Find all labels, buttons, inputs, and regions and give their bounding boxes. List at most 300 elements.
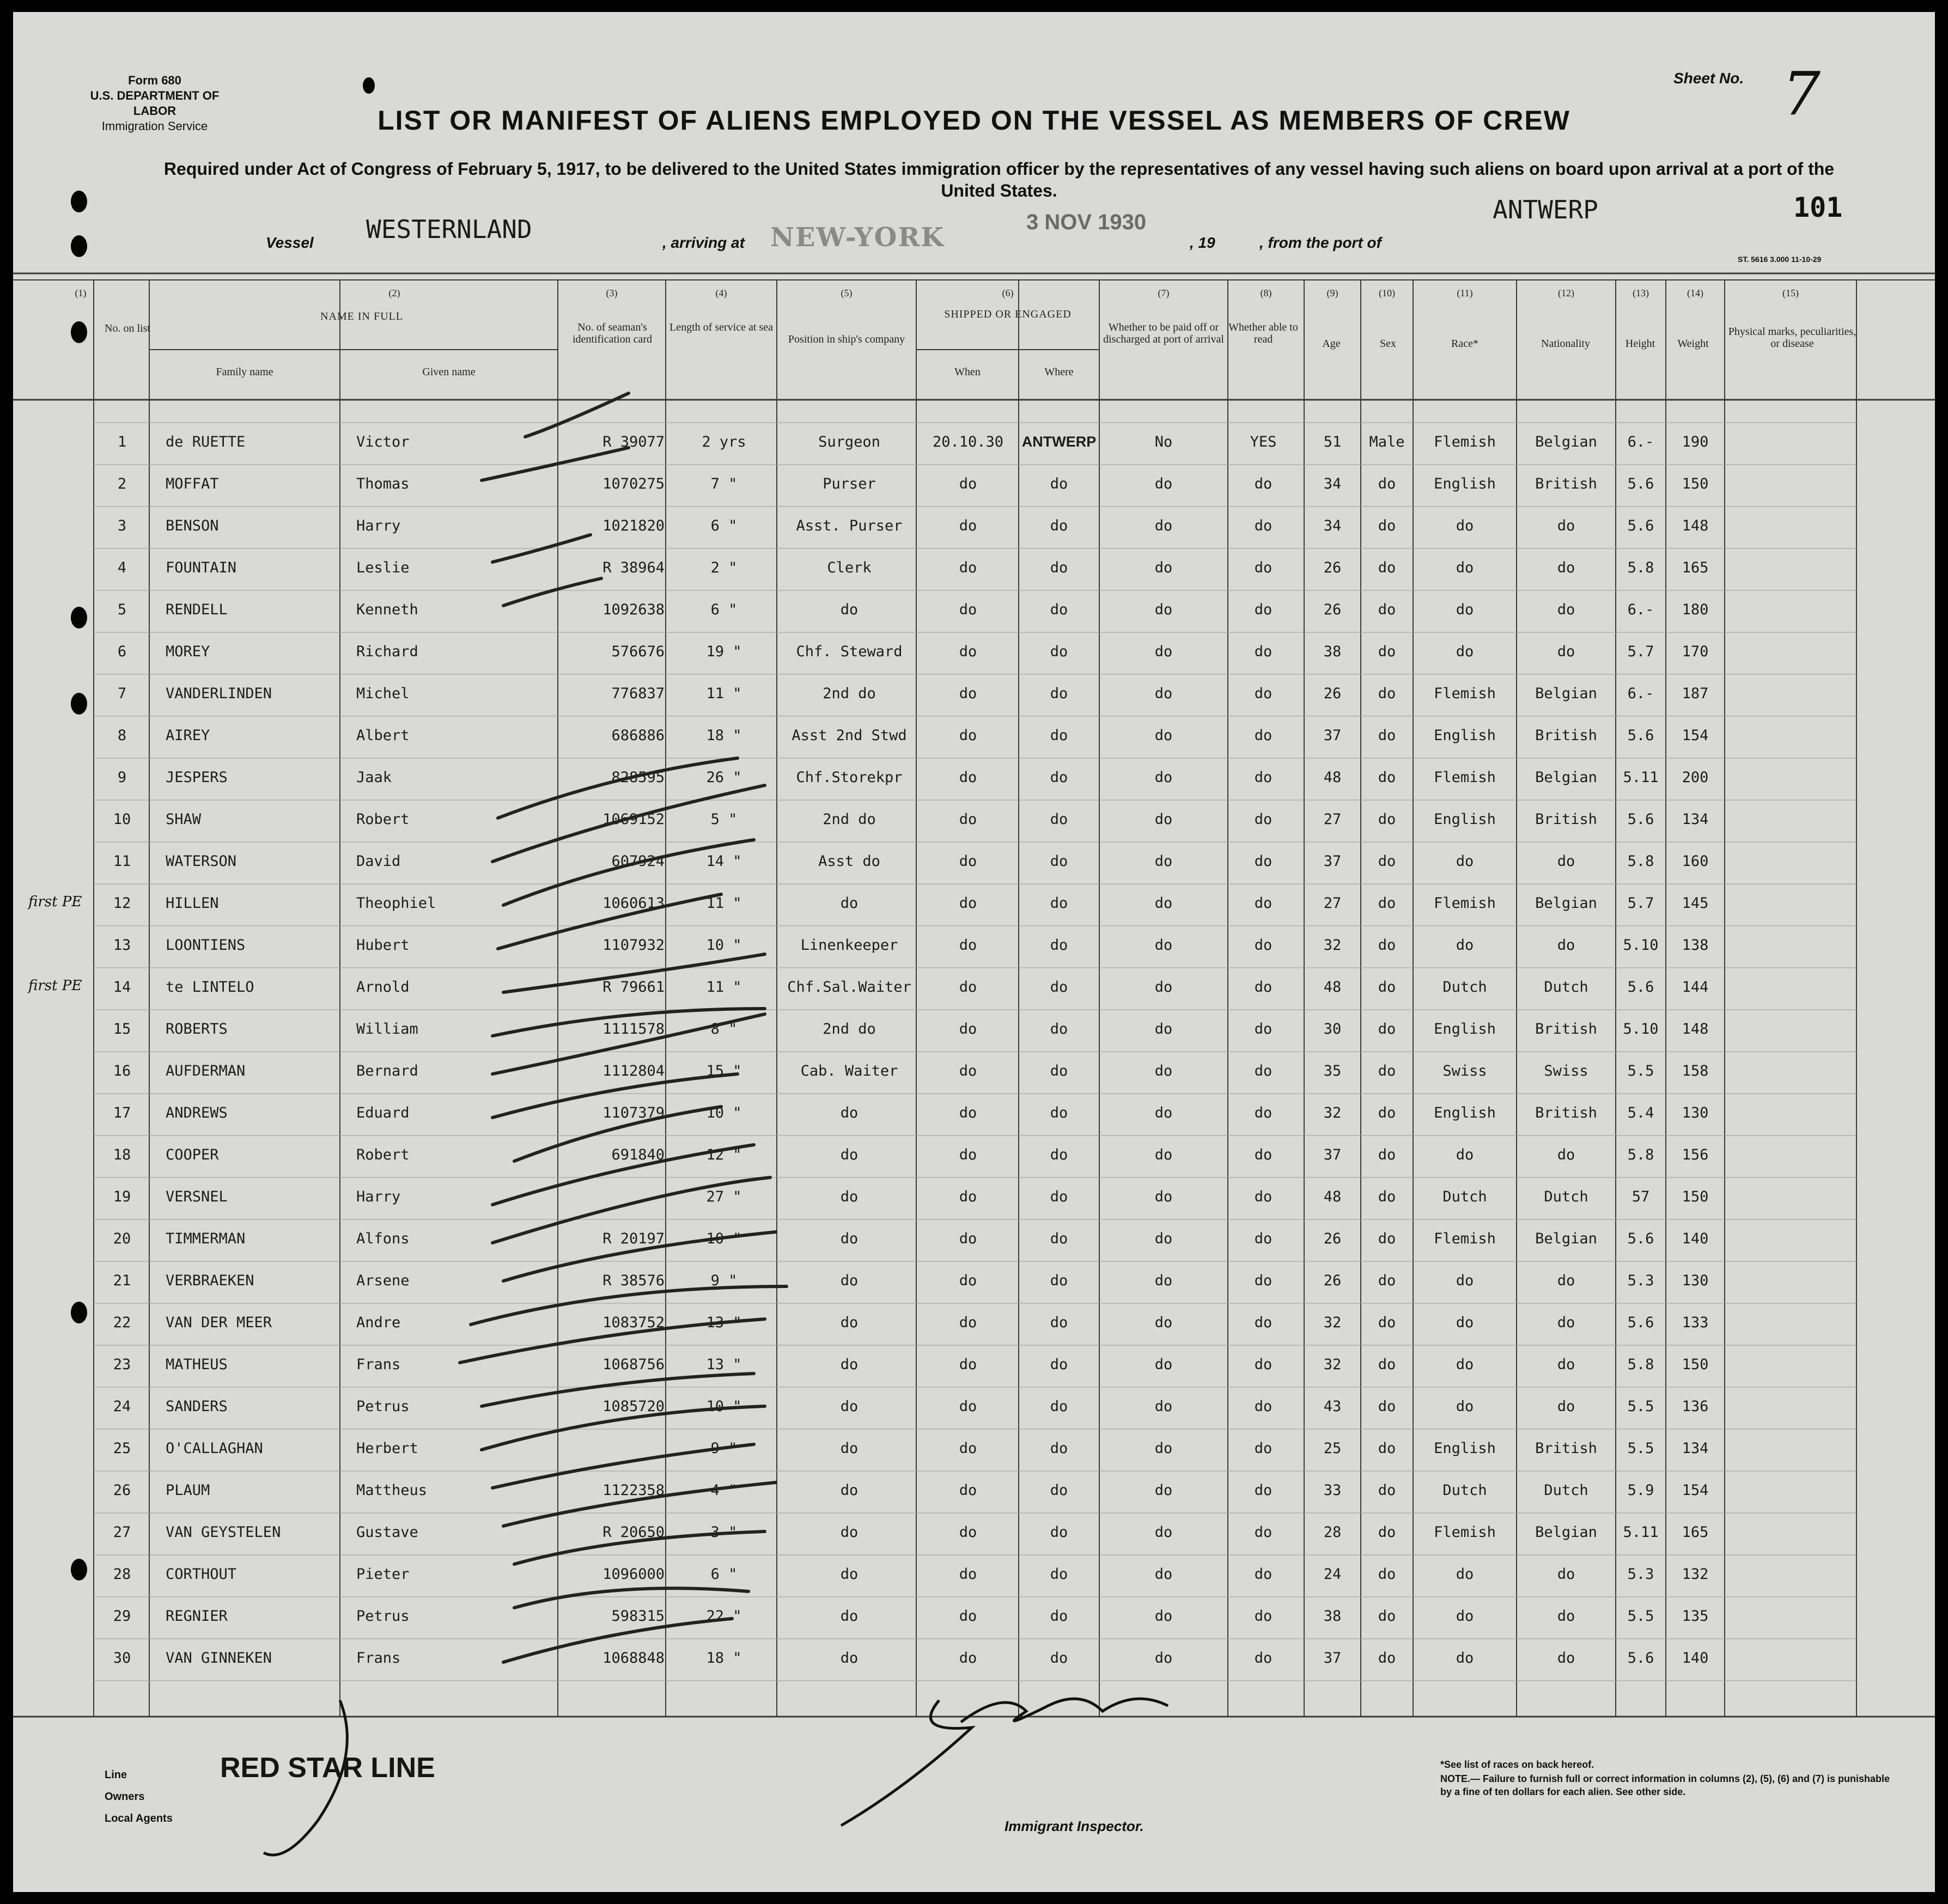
cell-when: do: [959, 811, 977, 828]
cell-sex: do: [1378, 1272, 1396, 1289]
cell-nat: do: [1557, 1608, 1575, 1625]
cell-given: Thomas: [356, 475, 410, 492]
cell-sex: do: [1378, 1566, 1396, 1583]
cell-no: 23: [113, 1356, 131, 1373]
cell-where: do: [1050, 1566, 1068, 1583]
manifest-title: LIST OR MANIFEST OF ALIENS EMPLOYED ON THE VESSEL AS MEMBERS OF CREW: [378, 105, 1570, 136]
column-number: (12): [1558, 288, 1574, 298]
column-number: (10): [1379, 288, 1395, 298]
cell-nat: Dutch: [1544, 1188, 1588, 1205]
cell-sex: do: [1378, 685, 1396, 702]
cell-when: do: [959, 979, 977, 996]
cell-age: 48: [1323, 1188, 1342, 1205]
cell-race: do: [1456, 643, 1474, 660]
cell-when: do: [959, 1566, 977, 1583]
column-number: (1): [75, 288, 87, 298]
cell-service: 11 ": [706, 895, 742, 912]
cell-card: 828595: [611, 769, 665, 786]
cell-height: 5.6: [1627, 979, 1654, 996]
cell-read: do: [1254, 1314, 1273, 1331]
cell-paid: do: [1154, 1021, 1173, 1038]
cell-position: do: [840, 1146, 859, 1163]
column-number: (11): [1457, 288, 1473, 298]
col-read-header: Whether able to read: [1228, 321, 1298, 345]
cell-read: do: [1254, 1482, 1273, 1499]
cell-no: 8: [117, 727, 127, 744]
cell-race: Flemish: [1434, 1230, 1496, 1247]
cell-family: COOPER: [166, 1146, 219, 1163]
cell-age: 26: [1323, 559, 1342, 576]
cell-family: AUFDERMAN: [166, 1063, 246, 1079]
cell-sex: do: [1378, 769, 1396, 786]
cell-paid: do: [1154, 1314, 1173, 1331]
cell-race: Dutch: [1442, 1188, 1487, 1205]
cell-family: VERSNEL: [166, 1188, 228, 1205]
cell-paid: do: [1154, 1063, 1173, 1079]
column-number: (6): [1002, 288, 1014, 298]
cell-given: Harry: [356, 1188, 401, 1205]
cell-race: English: [1434, 811, 1496, 828]
column-number: (8): [1260, 288, 1272, 298]
cell-given: Robert: [356, 811, 410, 828]
col-family-header: Family name: [216, 366, 273, 378]
cell-nat: British: [1535, 1021, 1597, 1038]
cell-weight: 187: [1682, 685, 1709, 702]
cell-when: do: [959, 1230, 977, 1247]
cell-race: do: [1456, 1314, 1474, 1331]
cell-read: do: [1254, 937, 1273, 954]
cell-height: 5.5: [1627, 1398, 1654, 1415]
cell-read: do: [1254, 895, 1273, 912]
cell-weight: 190: [1682, 434, 1709, 450]
cell-height: 5.3: [1627, 1566, 1654, 1583]
cell-read: do: [1254, 1566, 1273, 1583]
cell-service: 10 ": [706, 1398, 742, 1415]
cell-sex: do: [1378, 601, 1396, 618]
cell-age: 32: [1323, 1356, 1342, 1373]
department-name: U.S. DEPARTMENT OF LABOR: [90, 89, 220, 118]
cell-height: 5.6: [1627, 1650, 1654, 1667]
cell-read: do: [1254, 1356, 1273, 1373]
cell-paid: No: [1154, 434, 1173, 450]
cell-no: 1: [117, 434, 127, 450]
cell-sex: do: [1378, 979, 1396, 996]
cell-race: Flemish: [1434, 434, 1496, 450]
cell-where: do: [1050, 727, 1068, 744]
cell-race: do: [1456, 1272, 1474, 1289]
cell-paid: do: [1154, 1482, 1173, 1499]
cell-when: do: [959, 559, 977, 576]
cell-card: 1021820: [602, 517, 665, 534]
cell-weight: 130: [1682, 1272, 1709, 1289]
cell-given: Andre: [356, 1314, 401, 1331]
column-number: (4): [715, 288, 727, 298]
manifest-subtitle: Required under Act of Congress of February 5, 1917, to be delivered to the United States immigration officer by the representatives of any vessel having such aliens on board upon arrival at a port of the United States.: [163, 159, 1835, 200]
cell-nat: do: [1557, 1314, 1575, 1331]
cell-read: do: [1254, 1272, 1273, 1289]
cell-card: 1060613: [602, 895, 665, 912]
cell-family: SHAW: [166, 811, 202, 828]
cell-paid: do: [1154, 1104, 1173, 1121]
cell-age: 33: [1323, 1482, 1342, 1499]
cell-service: 10 ": [706, 937, 742, 954]
cell-card: 1069152: [602, 811, 665, 828]
cell-height: 5.11: [1623, 769, 1659, 786]
cell-given: Hubert: [356, 937, 410, 954]
cell-position: do: [840, 1272, 859, 1289]
cell-card: 1111578: [602, 1021, 665, 1038]
col-where-header: Where: [1044, 366, 1074, 378]
cell-family: MOREY: [166, 643, 210, 660]
cell-when: 20.10.30: [932, 434, 1004, 450]
cell-service: 26 ": [706, 769, 742, 786]
cell-race: English: [1434, 727, 1496, 744]
cell-service: 19 ": [706, 643, 742, 660]
cell-weight: 154: [1682, 1482, 1709, 1499]
col-weight-header: Weight: [1677, 338, 1709, 350]
cell-no: 28: [113, 1566, 131, 1583]
cell-no: 16: [113, 1063, 131, 1079]
cell-nat: Belgian: [1535, 1524, 1597, 1541]
cell-weight: 160: [1682, 853, 1709, 870]
cell-when: do: [959, 1524, 977, 1541]
print-code: ST. 5616 3.000 11-10-29: [1738, 255, 1822, 264]
red-star-line-stamp: RED STAR LINE: [220, 1752, 435, 1784]
cell-family: RENDELL: [166, 601, 228, 618]
cell-family: ANDREWS: [166, 1104, 228, 1121]
cell-when: do: [959, 1188, 977, 1205]
cell-when: do: [959, 1314, 977, 1331]
cell-where: ANTWERP: [1021, 434, 1097, 450]
cell-nat: do: [1557, 601, 1575, 618]
cell-card: 776837: [611, 685, 665, 702]
cell-family: JESPERS: [166, 769, 228, 786]
cell-race: Dutch: [1442, 1482, 1487, 1499]
cell-sex: do: [1378, 1482, 1396, 1499]
column-number: (3): [606, 288, 618, 298]
column-number: (7): [1158, 288, 1170, 298]
col-age-header: Age: [1322, 338, 1341, 350]
cell-race: do: [1456, 1398, 1474, 1415]
cell-sex: do: [1378, 1230, 1396, 1247]
cell-when: do: [959, 517, 977, 534]
cell-card: 1092638: [602, 601, 665, 618]
cell-given: Frans: [356, 1356, 401, 1373]
cell-nat: Dutch: [1544, 1482, 1588, 1499]
cell-sex: do: [1378, 895, 1396, 912]
column-number: (15): [1782, 288, 1799, 298]
cell-family: te LINTELO: [166, 979, 254, 996]
cell-weight: 134: [1682, 811, 1709, 828]
cell-position: do: [840, 1230, 859, 1247]
col-length-header: Length of service at sea: [669, 321, 773, 333]
cell-given: Petrus: [356, 1608, 410, 1625]
arriving-label: , arriving at: [662, 234, 745, 251]
cell-family: MATHEUS: [166, 1356, 228, 1373]
arrival-date-stamp: 3 NOV 1930: [1026, 210, 1147, 234]
cell-no: 12: [113, 895, 131, 912]
cell-age: 26: [1323, 1230, 1342, 1247]
cell-weight: 145: [1682, 895, 1709, 912]
cell-read: do: [1254, 517, 1273, 534]
cell-age: 35: [1323, 1063, 1342, 1079]
cell-race: Dutch: [1442, 979, 1487, 996]
cell-weight: 148: [1682, 517, 1709, 534]
cell-no: 27: [113, 1524, 131, 1541]
cell-age: 24: [1323, 1566, 1342, 1583]
cell-race: English: [1434, 1440, 1496, 1457]
cell-where: do: [1050, 475, 1068, 492]
cell-given: Arnold: [356, 979, 410, 996]
cell-service: 5 ": [710, 811, 738, 828]
cell-position: do: [840, 1356, 859, 1373]
cell-read: do: [1254, 1146, 1273, 1163]
col-paidoff-header: Whether to be paid off or discharged at port of arrival: [1103, 321, 1224, 345]
cell-paid: do: [1154, 517, 1173, 534]
cell-height: 5.8: [1627, 1356, 1654, 1373]
cell-paid: do: [1154, 769, 1173, 786]
cell-sex: do: [1378, 811, 1396, 828]
cell-paid: do: [1154, 559, 1173, 576]
cell-when: do: [959, 895, 977, 912]
cell-where: do: [1050, 1063, 1068, 1079]
cell-sex: do: [1378, 1650, 1396, 1667]
cell-family: ROBERTS: [166, 1021, 228, 1038]
cell-no: 6: [117, 643, 127, 660]
cell-card: 1122358: [602, 1482, 665, 1499]
cell-service: 13 ": [706, 1356, 742, 1373]
cell-age: 32: [1323, 1104, 1342, 1121]
cell-where: do: [1050, 1314, 1068, 1331]
cell-paid: do: [1154, 1272, 1173, 1289]
col-marks-header: Physical marks, peculiarities, or disease: [1728, 326, 1856, 350]
cell-family: SANDERS: [166, 1398, 228, 1415]
cell-race: do: [1456, 1566, 1474, 1583]
cell-sex: do: [1378, 727, 1396, 744]
cell-nat: do: [1557, 1146, 1575, 1163]
cell-when: do: [959, 643, 977, 660]
cell-race: Flemish: [1434, 685, 1496, 702]
cell-height: 5.5: [1627, 1063, 1654, 1079]
cell-weight: 148: [1682, 1021, 1709, 1038]
cell-nat: Swiss: [1544, 1063, 1588, 1079]
cell-sex: do: [1378, 1524, 1396, 1541]
cell-race: do: [1456, 559, 1474, 576]
cell-no: 21: [113, 1272, 131, 1289]
service-name: Immigration Service: [101, 119, 208, 133]
cell-no: 29: [113, 1608, 131, 1625]
cell-read: do: [1254, 643, 1273, 660]
cell-paid: do: [1154, 601, 1173, 618]
column-number: (2): [388, 288, 400, 298]
cell-sex: Male: [1369, 434, 1405, 450]
cell-race: Flemish: [1434, 895, 1496, 912]
cell-age: 43: [1323, 1398, 1342, 1415]
cell-race: Flemish: [1434, 769, 1496, 786]
sheet-number: 7: [1782, 59, 1821, 129]
cell-card: R 38576: [602, 1272, 665, 1289]
cell-paid: do: [1154, 853, 1173, 870]
cell-weight: 165: [1682, 559, 1709, 576]
cell-where: do: [1050, 1104, 1068, 1121]
cell-read: do: [1254, 1230, 1273, 1247]
cell-when: do: [959, 1440, 977, 1457]
cell-read: do: [1254, 559, 1273, 576]
cell-family: VAN GINNEKEN: [166, 1650, 272, 1667]
cell-given: Robert: [356, 1146, 410, 1163]
cell-where: do: [1050, 937, 1068, 954]
cell-given: Pieter: [356, 1566, 410, 1583]
cell-read: do: [1254, 727, 1273, 744]
cell-age: 32: [1323, 1314, 1342, 1331]
penalty-note: NOTE.— Failure to furnish full or correct information in columns (2), (5), (6) and (7) is punishable by a fine of ten dollars for each alien. See other side.: [1440, 1773, 1890, 1797]
cell-where: do: [1050, 1356, 1068, 1373]
cell-no: 5: [117, 601, 127, 618]
cell-weight: 134: [1682, 1440, 1709, 1457]
cell-position: 2nd do: [823, 685, 876, 702]
cell-nat: Belgian: [1535, 434, 1597, 450]
cell-no: 13: [113, 937, 131, 954]
cell-when: do: [959, 685, 977, 702]
cell-age: 48: [1323, 979, 1342, 996]
cell-given: Herbert: [356, 1440, 418, 1457]
cell-weight: 144: [1682, 979, 1709, 996]
cell-nat: do: [1557, 517, 1575, 534]
cell-race: Swiss: [1442, 1063, 1487, 1079]
cell-no: 24: [113, 1398, 131, 1415]
cell-where: do: [1050, 1608, 1068, 1625]
cell-given: Richard: [356, 643, 418, 660]
vessel-name: WESTERNLAND: [366, 215, 532, 244]
cell-position: do: [840, 1650, 859, 1667]
cell-paid: do: [1154, 1650, 1173, 1667]
cell-sex: do: [1378, 1314, 1396, 1331]
cell-when: do: [959, 1272, 977, 1289]
cell-sex: do: [1378, 1104, 1396, 1121]
cell-height: 5.6: [1627, 811, 1654, 828]
cell-family: WATERSON: [166, 853, 237, 870]
cell-position: 2nd do: [823, 1021, 876, 1038]
cell-sex: do: [1378, 475, 1396, 492]
cell-position: Chf.Storekpr: [796, 769, 903, 786]
cell-nat: British: [1535, 727, 1597, 744]
cell-nat: Belgian: [1535, 685, 1597, 702]
cell-no: 11: [113, 853, 131, 870]
cell-position: Asst do: [818, 853, 880, 870]
cell-service: 6 ": [710, 1566, 738, 1583]
cell-weight: 150: [1682, 1356, 1709, 1373]
cell-card: 1085720: [602, 1398, 665, 1415]
cell-paid: do: [1154, 1356, 1173, 1373]
cell-service: 6 ": [710, 517, 738, 534]
cell-height: 5.5: [1627, 1440, 1654, 1457]
cell-sex: do: [1378, 1146, 1396, 1163]
cell-height: 5.7: [1627, 643, 1654, 660]
cell-height: 5.8: [1627, 1146, 1654, 1163]
cell-service: 18 ": [706, 727, 742, 744]
cell-card: 1068756: [602, 1356, 665, 1373]
cell-height: 5.5: [1627, 1608, 1654, 1625]
cell-service: 10 ": [706, 1230, 742, 1247]
cell-nat: Belgian: [1535, 1230, 1597, 1247]
cell-card: R 20650: [602, 1524, 665, 1541]
cell-age: 30: [1323, 1021, 1342, 1038]
cell-where: do: [1050, 1650, 1068, 1667]
cell-position: do: [840, 1482, 859, 1499]
column-number: (13): [1633, 288, 1649, 298]
cell-position: do: [840, 1524, 859, 1541]
cell-position: Purser: [823, 475, 876, 492]
cell-height: 5.6: [1627, 1230, 1654, 1247]
cell-where: do: [1050, 895, 1068, 912]
cell-weight: 132: [1682, 1566, 1709, 1583]
cell-weight: 156: [1682, 1146, 1709, 1163]
cell-where: do: [1050, 1188, 1068, 1205]
cell-nat: do: [1557, 1566, 1575, 1583]
cell-service: 11 ": [706, 685, 742, 702]
cell-service: 4 ": [710, 1482, 738, 1499]
cell-where: do: [1050, 979, 1068, 996]
cell-paid: do: [1154, 685, 1173, 702]
cell-age: 38: [1323, 643, 1342, 660]
cell-given: Jaak: [356, 769, 392, 786]
cell-height: 5.6: [1627, 517, 1654, 534]
cell-read: do: [1254, 685, 1273, 702]
cell-race: do: [1456, 1650, 1474, 1667]
cell-height: 6.-: [1627, 685, 1654, 702]
cell-card: R 38964: [602, 559, 665, 576]
cell-family: LOONTIENS: [166, 937, 246, 954]
cell-height: 5.10: [1623, 1021, 1659, 1038]
cell-service: 15 ": [706, 1063, 742, 1079]
cell-when: do: [959, 727, 977, 744]
cell-when: do: [959, 1608, 977, 1625]
cell-given: Victor: [356, 434, 410, 450]
cell-sex: do: [1378, 937, 1396, 954]
cell-paid: do: [1154, 1608, 1173, 1625]
cell-family: FOUNTAIN: [166, 559, 237, 576]
cell-sex: do: [1378, 1063, 1396, 1079]
cell-height: 5.8: [1627, 853, 1654, 870]
cell-given: Arsene: [356, 1272, 410, 1289]
list-number: 101: [1793, 192, 1843, 223]
cell-family: de RUETTE: [166, 434, 246, 450]
cell-read: do: [1254, 1021, 1273, 1038]
cell-service: 2 ": [710, 559, 738, 576]
cell-where: do: [1050, 1230, 1068, 1247]
cell-position: Clerk: [827, 559, 872, 576]
cell-age: 27: [1323, 811, 1342, 828]
cell-sex: do: [1378, 1608, 1396, 1625]
cell-height: 5.7: [1627, 895, 1654, 912]
cell-given: Kenneth: [356, 601, 418, 618]
cell-read: do: [1254, 769, 1273, 786]
cell-read: do: [1254, 1524, 1273, 1541]
margin-note: first PE: [28, 894, 82, 910]
cell-given: Albert: [356, 727, 410, 744]
margin-note: first PE: [28, 978, 82, 994]
cell-position: Chf. Steward: [796, 643, 903, 660]
cell-sex: do: [1378, 1440, 1396, 1457]
cell-paid: do: [1154, 979, 1173, 996]
cell-age: 51: [1323, 434, 1342, 450]
cell-nat: do: [1557, 937, 1575, 954]
cell-given: Eduard: [356, 1104, 410, 1121]
cell-family: BENSON: [166, 517, 219, 534]
inspector-label: Immigrant Inspector.: [1005, 1818, 1144, 1834]
cell-sex: do: [1378, 1356, 1396, 1373]
cell-family: VAN DER MEER: [166, 1314, 272, 1331]
